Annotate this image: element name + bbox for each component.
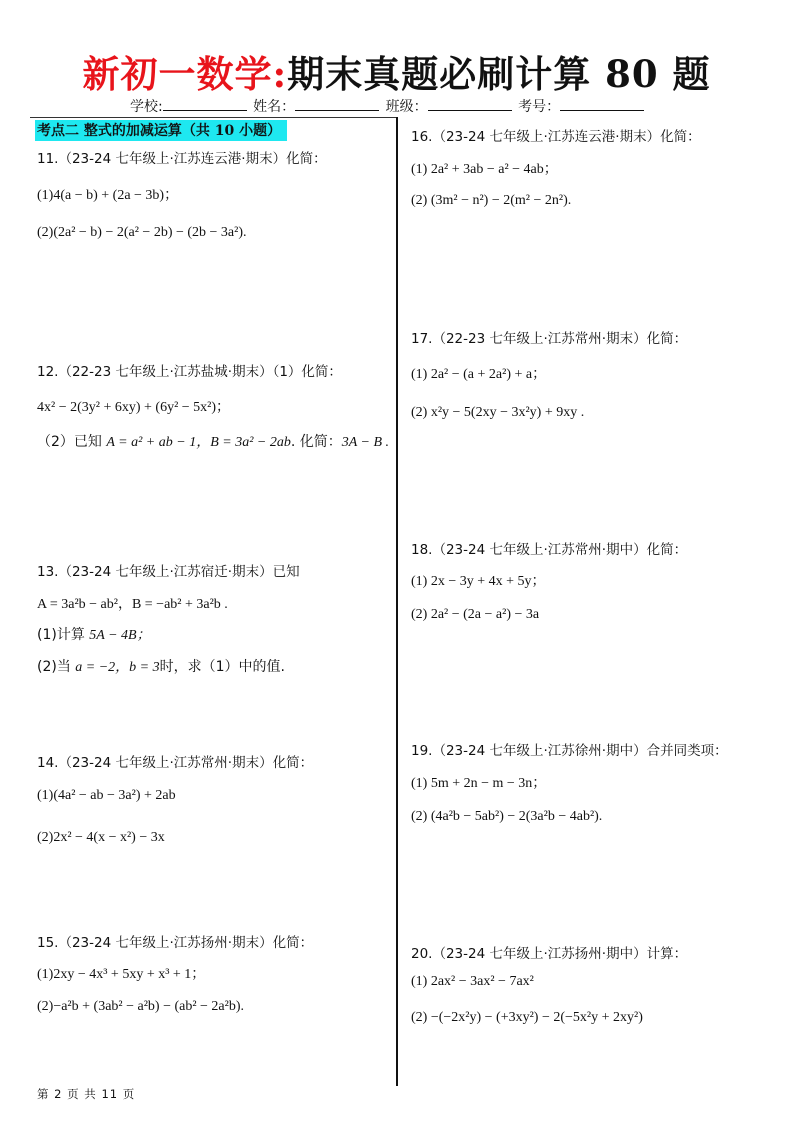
question-part-2: (2)(2a² − b) − 2(a² − 2b) − (2b − 3a²).: [37, 225, 247, 240]
name-field[interactable]: [295, 98, 379, 111]
question-head: 16.（23-24 七年级上·江苏连云港·期末）化简：: [411, 129, 701, 145]
question-given: A = 3a²b − ab²，B = −ab² + 3a²b .: [37, 597, 228, 612]
question-head: 12.（22-23 七年级上·江苏盐城·期末）（1）化简：: [37, 364, 342, 380]
question-part-2: (2) −(−2x²y) − (+3xy²) − 2(−5x²y + 2xy²): [411, 1010, 643, 1025]
class-label: 班级：: [385, 99, 428, 115]
page-title: [0, 44, 793, 98]
question-18: [411, 538, 688, 622]
question-head: 18.（23-24 七年级上·江苏常州·期中）化简：: [411, 542, 688, 558]
question-19: [411, 739, 728, 824]
question-15: [37, 931, 314, 1014]
question-part-2: (2) (3m² − n²) − 2(m² − 2n²).: [411, 193, 572, 208]
question-part-1: (1) 2a² − (a + 2a²) + a；: [411, 367, 547, 382]
class-field[interactable]: [428, 98, 512, 111]
student-info-row: [130, 96, 646, 116]
exam-number-field[interactable]: [560, 98, 644, 111]
question-part-1: (1) 5m + 2n − m − 3n；: [411, 776, 547, 791]
question-part-2: (2) x²y − 5(2xy − 3x²y) + 9xy .: [411, 405, 585, 420]
question-part-1: (1) 2a² + 3ab − a² − 4ab；: [411, 162, 558, 177]
question-17: [411, 327, 688, 420]
title-prefix: 新初一数学:: [82, 52, 288, 96]
question-part-1: (1)(4a² − ab − 3a²) + 2ab: [37, 788, 176, 803]
name-label: 姓名：: [253, 99, 296, 115]
question-head: 14.（23-24 七年级上·江苏常州·期末）化简：: [37, 755, 314, 771]
question-head: 17.（22-23 七年级上·江苏常州·期末）化简：: [411, 331, 688, 347]
question-20: [411, 942, 688, 1025]
school-label: 学校:: [130, 99, 163, 115]
question-part-1: (1) 2ax² − 3ax² − 7ax²: [411, 974, 534, 989]
question-part-1: (1)4(a − b) + (2a − 3b)；: [37, 188, 179, 203]
question-part-1: (1)2xy − 4x³ + 5xy + x³ + 1；: [37, 967, 206, 982]
question-part-1: (1)计算 5A − 4B；: [37, 627, 151, 643]
question-part-2: (2)当 a = −2，b = 3时，求（1）中的值.: [37, 659, 285, 675]
question-part-1: (1) 2x − 3y + 4x + 5y；: [411, 574, 546, 589]
question-part-2: (2) (4a²b − 5ab²) − 2(3a²b − 4ab²).: [411, 809, 603, 824]
question-part-2: (2) 2a² − (2a − a²) − 3a: [411, 607, 540, 622]
column-divider: [396, 117, 398, 1086]
question-part-2: （2）已知 A = a² + ab − 1，B = 3a² − 2ab. 化简：3A − B .: [37, 434, 390, 450]
question-head: 13.（23-24 七年级上·江苏宿迁·期末）已知: [37, 564, 300, 580]
question-head: 20.（23-24 七年级上·江苏扬州·期中）计算：: [411, 946, 688, 962]
exam-number-label: 考号：: [518, 99, 561, 115]
question-11: [37, 147, 327, 240]
header-rule: [30, 117, 398, 118]
question-head: 11.（23-24 七年级上·江苏连云港·期末）化简：: [37, 151, 327, 167]
question-13: [37, 560, 300, 675]
section-heading: 考点二 整式的加减运算（共 10 小题）: [35, 120, 287, 141]
question-16: [411, 125, 701, 208]
question-14: [37, 751, 314, 845]
question-12: [37, 360, 390, 450]
question-part-1: 4x² − 2(3y² + 6xy) + (6y² − 5x²)；: [37, 400, 231, 415]
question-part-2: (2)2x² − 4(x − x²) − 3x: [37, 830, 165, 845]
question-part-2: (2)−a²b + (3ab² − a²b) − (ab² − 2a²b).: [37, 999, 245, 1014]
question-head: 15.（23-24 七年级上·江苏扬州·期末）化简：: [37, 935, 314, 951]
school-field[interactable]: [163, 98, 247, 111]
question-head: 19.（23-24 七年级上·江苏徐州·期中）合并同类项：: [411, 743, 728, 759]
title-main: 期末真题必刷计算 80 题: [287, 52, 711, 96]
page-footer: 第 2 页 共 11 页: [37, 1087, 136, 1101]
